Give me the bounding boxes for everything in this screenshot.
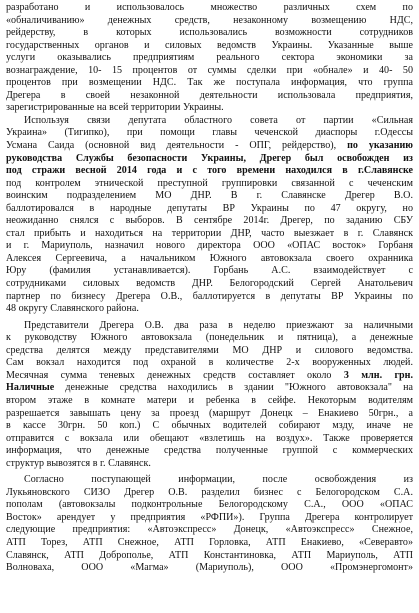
- text-run: воинским подразделением МО ДНР. В г. Славянске Дрегер В.О.: [6, 190, 413, 202]
- text-line: [6, 265, 413, 278]
- text-line: [6, 445, 413, 458]
- text-line: [6, 550, 413, 563]
- text-line: [6, 512, 413, 525]
- text-line: [6, 65, 413, 78]
- text-line: [6, 370, 413, 383]
- text-line: [6, 240, 413, 253]
- text-line: [6, 487, 413, 500]
- text-run: следующие предприятия: «Автоэкспресс» Донецк, «Автоэкспресс» Снежное,: [6, 524, 413, 536]
- text-line: [6, 278, 413, 291]
- text-line: [6, 291, 413, 304]
- text-run: процентов при возмещении НДС. Так же поступала информация, что группа: [6, 77, 413, 89]
- text-run: Согласно поступающей информации, после освобождения из: [24, 474, 413, 486]
- text-line: [6, 27, 413, 40]
- text-line: [6, 153, 413, 166]
- text-line: [6, 345, 413, 358]
- text-line: [6, 115, 413, 128]
- text-line: [6, 474, 413, 487]
- text-run: зарегистрированные на всей территории Украины.: [6, 102, 224, 114]
- text-run: к руководству Южного автовокзала (понедельник и пятница), а денежные: [6, 332, 413, 344]
- text-line: [6, 458, 413, 471]
- text-line: [6, 215, 413, 228]
- text-run: 48 округу Славянского района.: [6, 303, 139, 315]
- text-run: информация, что денежные средства полученные группой с коммерческих: [6, 445, 413, 457]
- text-run: Лукьяновского СИЗО Дрегер О.В. разделил бизнес с Белогородском С.А.: [6, 486, 413, 498]
- text-line: [6, 165, 413, 178]
- text-run: в кассе 30грн. 50 коп.) С обычных водителей собирают мзду, иначе не: [6, 420, 413, 432]
- text-run: Дрегера в своей незаконной деятельности использовала предприятия,: [6, 89, 413, 101]
- text-line: [6, 357, 413, 370]
- text-run: «обналичиванию» денежных средств, незаконному возмещению НДС,: [6, 14, 413, 26]
- text-line: [6, 537, 413, 550]
- text-line: [6, 382, 413, 395]
- text-run: государственных органов и силовых ведомств Украины. Указанные выше: [6, 39, 413, 51]
- text-run: услуги оказывались предприятиям реального сектора экономики за: [6, 52, 413, 64]
- text-run: стал прибыть и находиться на территории ДНР, часто выезжает в г. Славянск: [6, 227, 413, 239]
- text-run: АТП Торез, АТП Снежное, АТП Горловка, АТП Енакиево, «Северавто»: [6, 536, 413, 548]
- text-run: неожиданно снялся с выборов. В сентябре 2014г. Дрегер, по заданию СБУ: [6, 215, 413, 227]
- bold-text-run: 3 млн. грн.: [343, 369, 413, 381]
- text-run: Юру (фамилия устанавливается). Горбань А.С. взаимодействует с: [6, 265, 413, 277]
- text-run: Используя связи депутата областного совета от партии «Сильная: [24, 114, 413, 126]
- text-run: Усмана Саида (основной вид деятельности - ОПГ, рейдерство),: [6, 140, 348, 152]
- text-line: [6, 102, 413, 115]
- text-line: [6, 52, 413, 65]
- text-line: [6, 40, 413, 53]
- text-line: [6, 499, 413, 512]
- text-run: разрешается завышать цену за проезд (маршрут Донецк – Енакиево 50грн., а: [6, 407, 413, 419]
- bold-text-run: под стражи весной 2014 года и с того времени находился в г.Славянске: [6, 165, 413, 177]
- text-line: [6, 178, 413, 191]
- text-line: [6, 90, 413, 103]
- text-line: [6, 140, 413, 153]
- text-run: Славянск, АТП Доброполье, АТП Константиновка, АТП Мариуполь, АТП: [6, 549, 413, 561]
- text-run: Представители Дрегера О.В. два раза в неделю приезжают за наличными: [24, 319, 413, 331]
- text-run: и г. Мариуполь, назначил нового директора ООО «ОПАС восток» Горбаня: [6, 240, 413, 252]
- text-line: [6, 228, 413, 241]
- text-line: [6, 2, 413, 15]
- text-run: Волноваха, ООО «Магма» (Мариуполь), ООО «Промэнергомонт»: [6, 562, 413, 574]
- text-run: Сам вокзал находится под охраной в количестве 2-х вооруженных людей.: [6, 357, 413, 369]
- text-run: Украина» (Тигипко), при помощи главы чеченской диаспоры г.Одессы: [6, 127, 413, 139]
- text-run: отправится с вокзала или обещают «взлетишь на воздух». Также проверяется: [6, 432, 413, 444]
- text-run: денежные средства находились в здании "Южного автовокзала" на: [54, 382, 413, 394]
- text-run: средства делятся между представителями МО ДНР и силового ведомства.: [6, 344, 413, 356]
- text-run: партнер по бизнесу Дрегера О.В., баллотируется в депутаты ВР Украины по: [6, 290, 413, 302]
- text-line: [6, 15, 413, 28]
- text-line: [6, 127, 413, 140]
- text-run: сотрудниками силовых ведомств ДНР. Белогородский Сергей Анатольевич: [6, 278, 413, 290]
- text-run: втором этаже в комнате матери и ребенка в сейфе. Некоторым водителям: [6, 394, 413, 406]
- text-line: [6, 420, 413, 433]
- text-line: [6, 253, 413, 266]
- text-line: [6, 190, 413, 203]
- text-line: [6, 203, 413, 216]
- text-line: [6, 524, 413, 537]
- text-run: баллотировался в народные депутаты ВР Украины по 47 округу, но: [6, 202, 413, 214]
- bold-text-run: руководства Службы безопасности Украины, Дрегер был освобожден из: [6, 152, 413, 164]
- text-run: структур вывозятся в г. Славянск.: [6, 457, 151, 469]
- bold-text-run: по указанию: [347, 140, 413, 152]
- text-run: Алексея Сергеевича, а начальником Южного автовокзала своего охранника: [6, 252, 413, 264]
- text-run: вознаграждение, 10- 15 процентов от суммы сделки при «обнале» и 40- 50: [6, 64, 413, 76]
- text-line: [6, 303, 413, 316]
- text-run: Месячная сумма теневых денежных средств составляет около: [6, 369, 344, 381]
- text-run: разработано и использовалось множество различных схем по: [6, 2, 413, 13]
- text-line: [6, 77, 413, 90]
- text-line: [6, 433, 413, 446]
- text-run: пополам (автовокзалы подконтрольные Белогородскому С.А., ООО «ОПАС: [6, 499, 413, 511]
- text-line: [6, 395, 413, 408]
- text-line: [6, 408, 413, 421]
- text-line: [6, 332, 413, 345]
- text-run: рейдерству, в которых использовались возможности сотрудников: [6, 27, 413, 39]
- bold-text-run: Наличные: [6, 382, 55, 394]
- text-line: [6, 320, 413, 333]
- text-run: Восток» арендует у предприятия «РФПИ»). Группа Дрегера контролирует: [6, 511, 413, 523]
- text-run: под контролем этнической преступной группировки связанной с чеченским: [6, 177, 413, 189]
- text-line: [6, 562, 413, 575]
